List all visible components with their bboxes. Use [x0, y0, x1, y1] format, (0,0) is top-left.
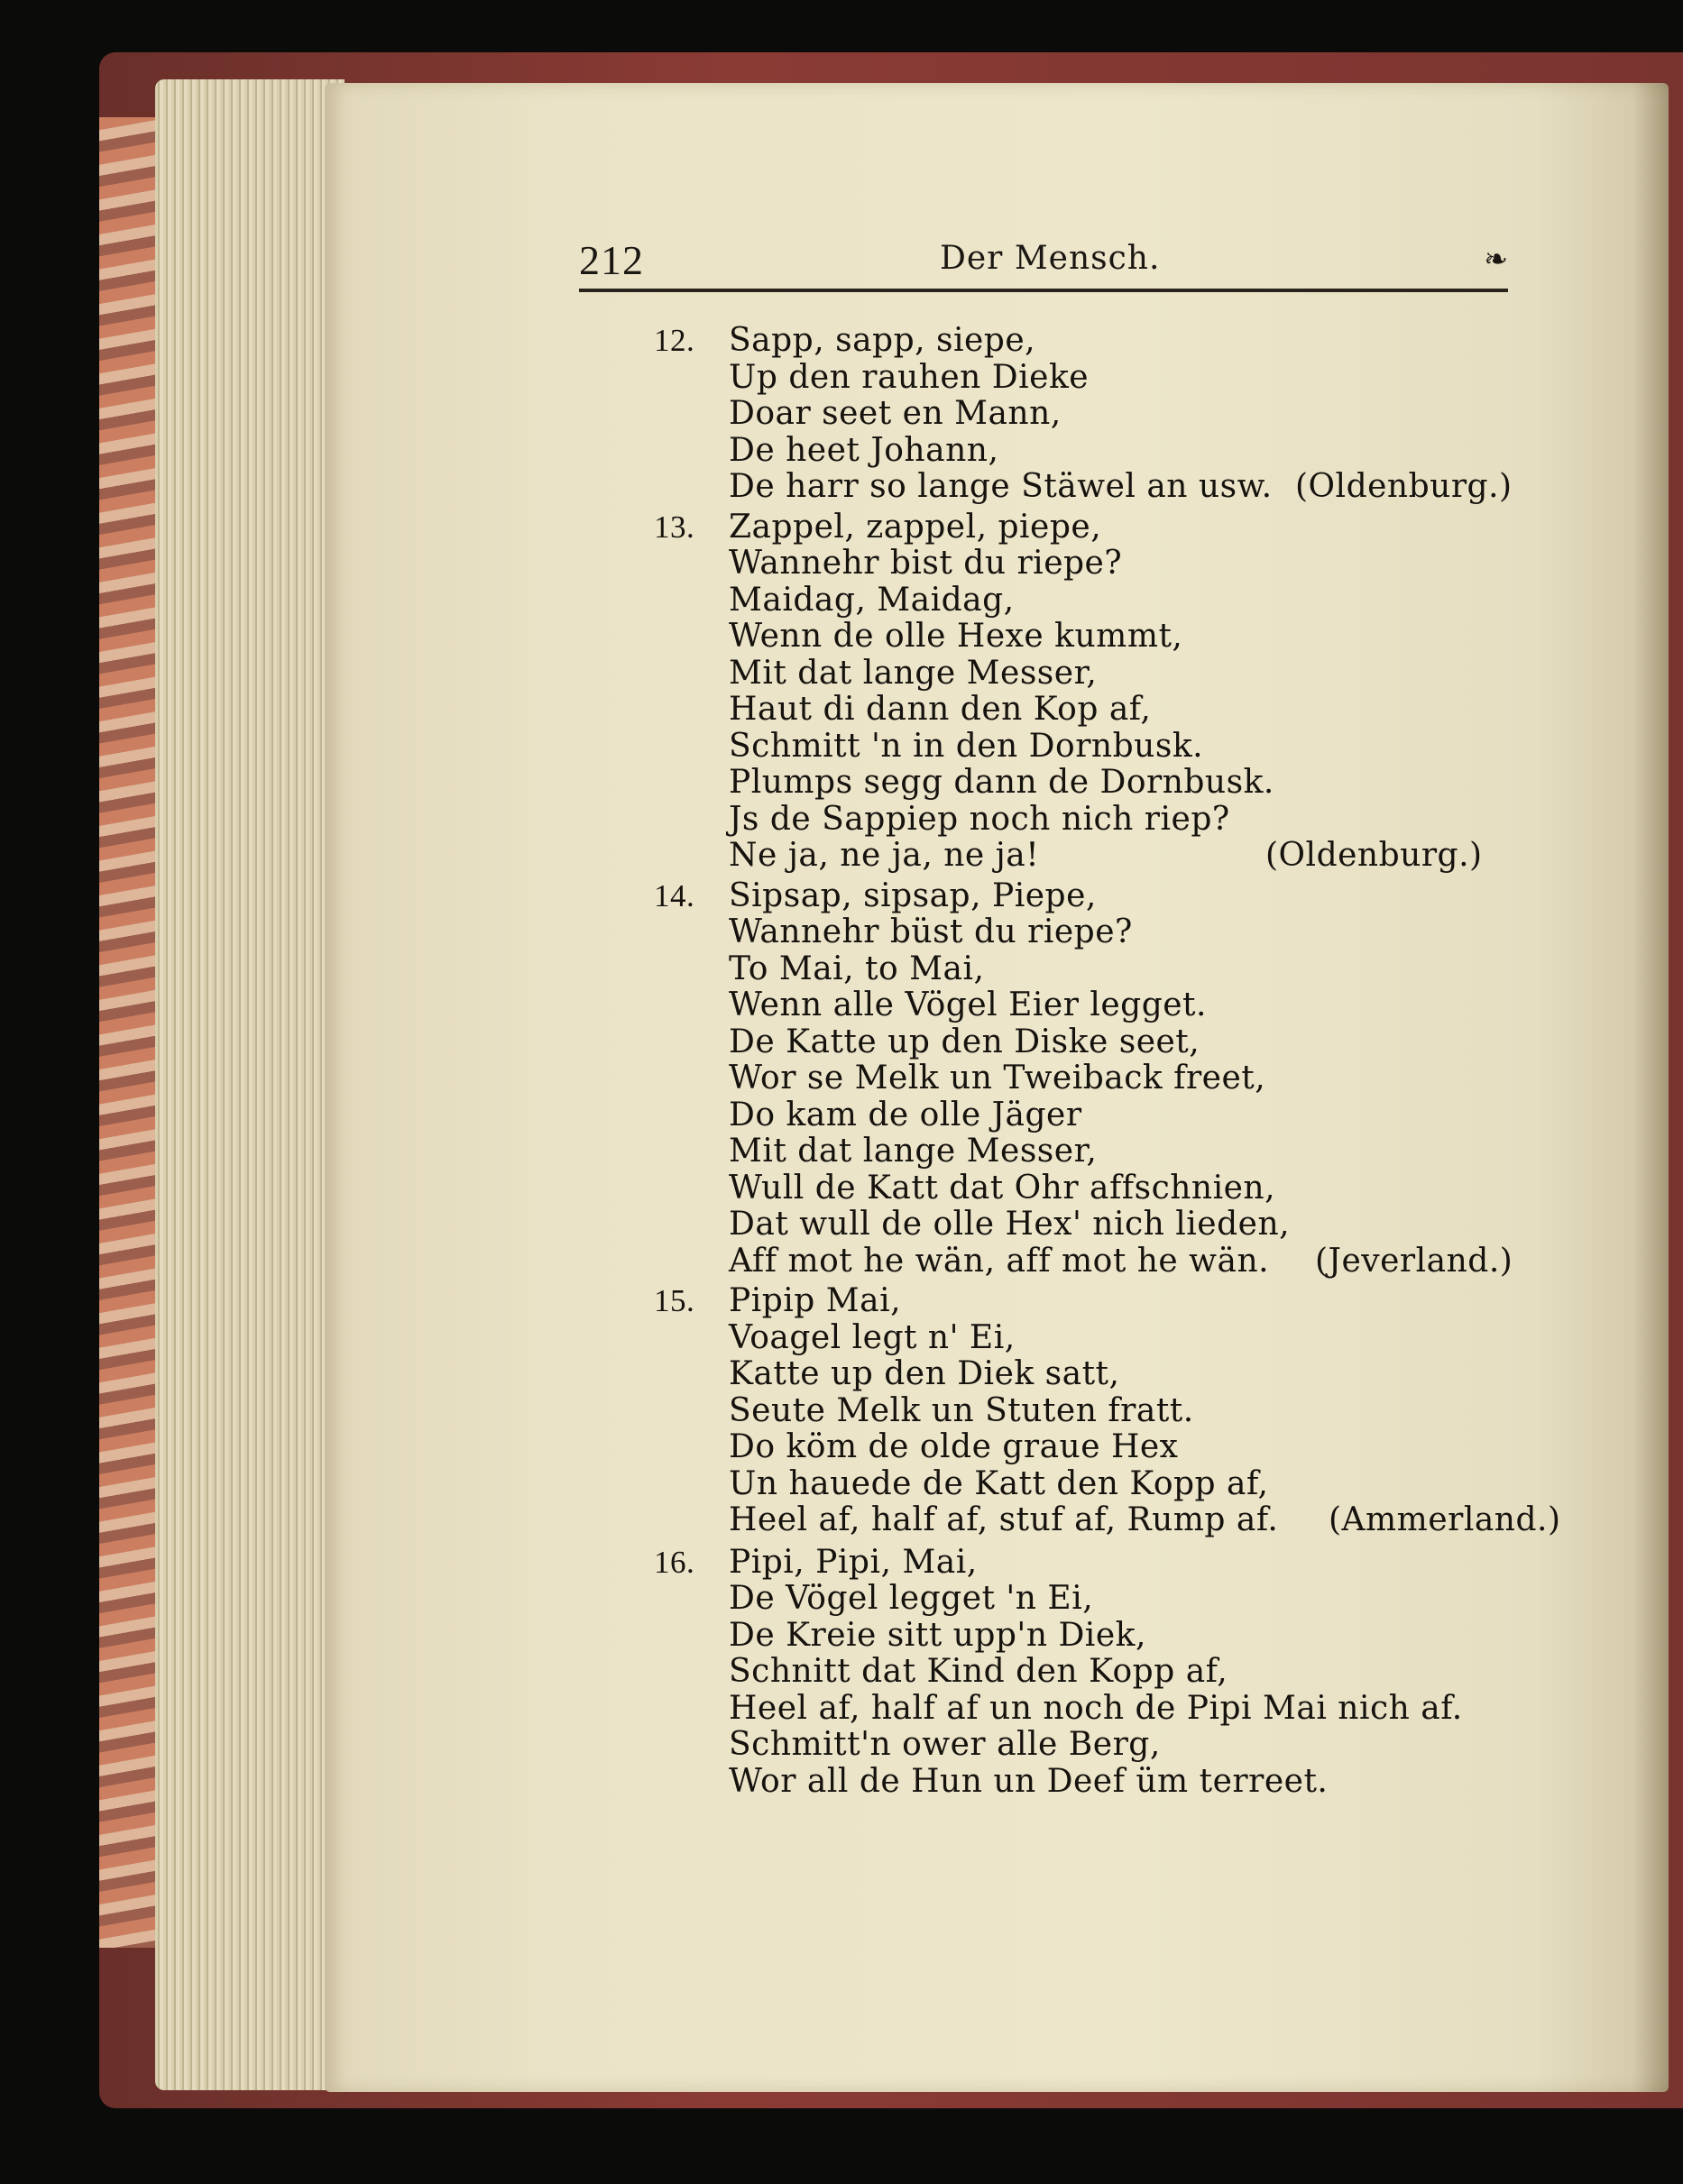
header-rule	[579, 289, 1508, 292]
verse-line: Wor se Melk un Tweiback freet,	[729, 1060, 1266, 1097]
region-label: (Oldenburg.)	[1295, 468, 1513, 505]
verse-line: De Vögel legget 'n Ei,	[729, 1580, 1094, 1617]
verse-line: Dat wull de olle Hex' nich lieden,	[729, 1206, 1291, 1243]
verse-line: Wor all de Hun un Deef üm terreet.	[729, 1762, 1329, 1800]
verse-number: 15.	[654, 1283, 695, 1318]
verse-number: 12.	[654, 323, 695, 358]
verse-line-last	[729, 1243, 1569, 1280]
verse-line: Mit dat lange Messer,	[729, 1133, 1098, 1170]
verse-line-last	[729, 469, 1569, 506]
verse-line: Schnitt dat Kind den Kopp af,	[729, 1653, 1228, 1690]
verse-line: Js de Sappiep noch nich riep?	[729, 800, 1230, 838]
verse-line-text: Heel af, half af, stuf af, Rump af.	[729, 1501, 1279, 1538]
verse-line: Mit dat lange Messer,	[729, 654, 1098, 692]
page-number: 212	[579, 237, 644, 283]
verse-line: Heel af, half af un noch de Pipi Mai nich af.	[729, 1689, 1463, 1727]
page-edges	[155, 79, 345, 2090]
verse-line-text: Ne ja, ne ja, ne ja!	[729, 837, 1040, 874]
verse-line: De Katte up den Diske seet,	[729, 1023, 1200, 1060]
verse-line: Sapp, sapp, siepe,	[729, 322, 1036, 359]
region-label: (Oldenburg.)	[1265, 837, 1483, 874]
verse-number: 13.	[654, 509, 695, 545]
verse-line: Wenn de olle Hexe kummt,	[729, 618, 1183, 655]
verse-line-last	[729, 1502, 1569, 1539]
verse-line: Haut di dann den Kop af,	[729, 691, 1152, 728]
region-label: (Jeverland.)	[1315, 1242, 1513, 1280]
verse-14	[654, 876, 1569, 1280]
verse-line: Plumps segg dann de Dornbusk.	[729, 764, 1274, 801]
verse-line-last	[729, 838, 1569, 875]
verse-line: De heet Johann,	[729, 431, 999, 469]
verse-line: To Mai, to Mai,	[729, 950, 985, 987]
verse-number: 16.	[654, 1544, 695, 1580]
page-gutter-shadow	[1632, 83, 1669, 2092]
verse-16	[654, 1543, 1569, 1801]
verse-line: Maidag, Maidag,	[729, 581, 1015, 619]
verse-line: Seute Melk un Stuten fratt.	[729, 1391, 1194, 1429]
verse-line: Schmitt 'n in den Dornbusk.	[729, 727, 1204, 765]
region-label: (Ammerland.)	[1329, 1501, 1561, 1538]
verse-line: Wannehr bist du riepe?	[729, 545, 1123, 582]
verse-line: Doar seet en Mann,	[729, 395, 1062, 432]
verse-line: Sipsap, sipsap, Piepe,	[729, 876, 1097, 914]
verse-line: Do köm de olde graue Hex	[729, 1428, 1179, 1465]
verse-13	[654, 508, 1569, 875]
page-header	[579, 236, 1508, 289]
verse-number: 14.	[654, 877, 695, 913]
verse-line: Wannehr büst du riepe?	[729, 913, 1133, 950]
verse-12	[654, 322, 1569, 506]
verse-line: Schmitt'n ower alle Berg,	[729, 1726, 1161, 1763]
verse-line: Katte up den Diek satt,	[729, 1355, 1120, 1392]
verse-line: Up den rauhen Dieke	[729, 358, 1090, 396]
verse-line: De Kreie sitt upp'n Diek,	[729, 1616, 1146, 1654]
verse-line: Zappel, zappel, piepe,	[729, 508, 1102, 546]
verse-15	[654, 1282, 1569, 1539]
verse-line: Do kam de olle Jäger	[729, 1096, 1082, 1133]
verse-line: Wull de Katt dat Ohr affschnien,	[729, 1169, 1276, 1207]
verse-line: Un hauede de Katt den Kopp af,	[729, 1464, 1269, 1502]
verse-line: Pipip Mai,	[729, 1282, 902, 1319]
verse-line-text: Aff mot he wän, aff mot he wän.	[729, 1242, 1270, 1280]
running-head: Der Mensch.	[940, 240, 1161, 277]
verse-line: Pipi, Pipi, Mai,	[729, 1543, 978, 1581]
verse-line: Wenn alle Vögel Eier legget.	[729, 986, 1207, 1023]
verse-line-text: De harr so lange Stäwel an usw.	[729, 468, 1273, 505]
poem-list	[654, 322, 1569, 1800]
ornament-icon: ❧	[1484, 242, 1508, 276]
verse-line: Voagel legt n' Ei,	[729, 1318, 1016, 1356]
